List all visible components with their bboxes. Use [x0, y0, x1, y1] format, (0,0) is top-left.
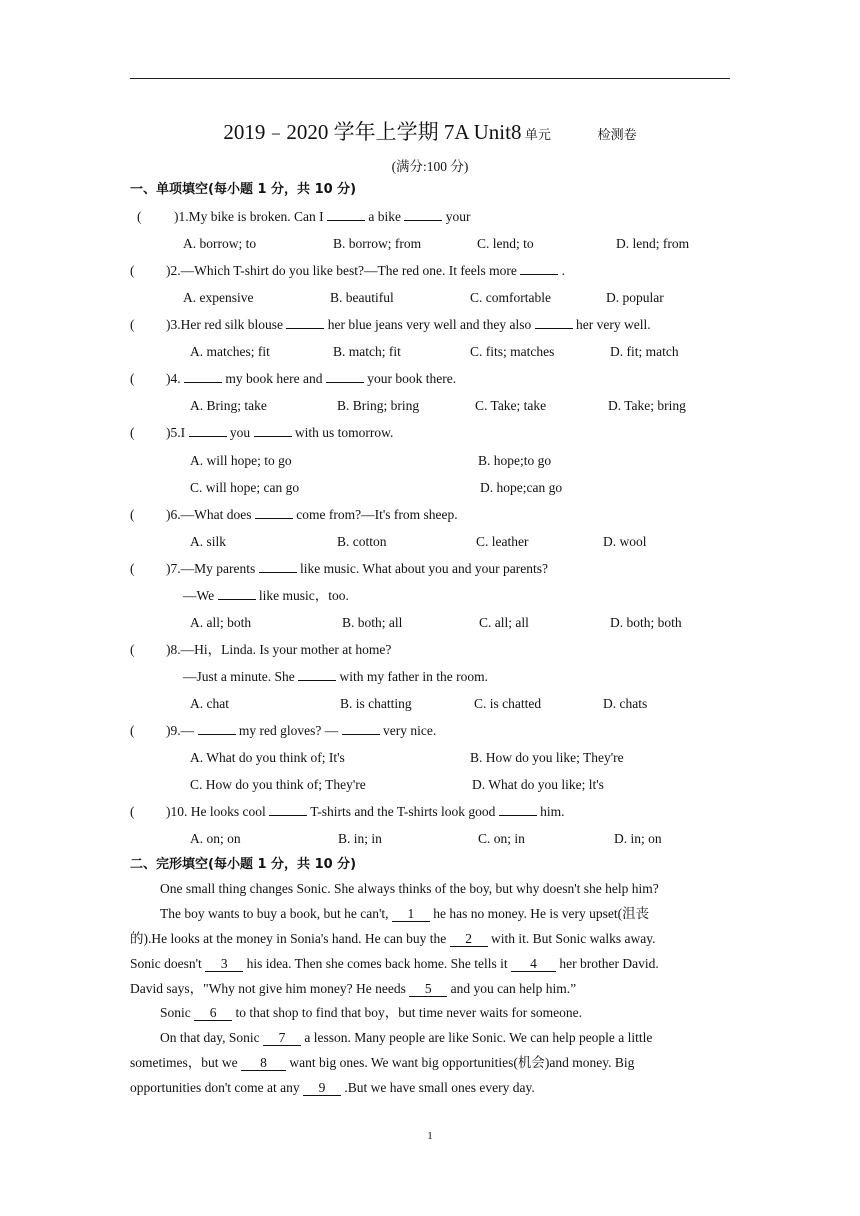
text-segment: come from?—It's from sheep. — [292, 507, 458, 522]
question-7 — [166, 560, 548, 578]
q1-option-c: C. lend; to — [477, 236, 534, 251]
text-segment: with my father in the room. — [336, 669, 488, 684]
cloze-line-5 — [130, 980, 576, 998]
question-5 — [166, 424, 393, 442]
q7-option-a: A. all; both — [190, 615, 252, 630]
q5-option-a: A. will hope; to go — [190, 453, 292, 468]
q6-paren-open: ( — [130, 507, 135, 522]
text-segment: Sonic doesn't — [130, 956, 206, 971]
section1-heading: 一、单项填空(每小题 1 分，共 10 分) — [130, 182, 357, 197]
text-segment: ) — [166, 642, 171, 657]
question-1 — [174, 208, 470, 226]
q1-option-b: B. borrow; from — [333, 236, 422, 251]
text-segment: 4. — [170, 371, 184, 386]
cloze-blank-8: 8 — [241, 1056, 286, 1071]
blank — [255, 518, 293, 519]
q1-option-d: D. lend; from — [616, 236, 690, 251]
blank — [499, 815, 537, 816]
blank — [286, 328, 324, 329]
q4-paren-open: ( — [130, 371, 135, 386]
question-8 — [166, 641, 391, 659]
text-segment: On that day, Sonic — [160, 1030, 263, 1045]
text-segment: with it. But Sonic walks away. — [487, 931, 656, 946]
text-segment: 10. He looks cool — [170, 804, 270, 819]
page-title — [0, 116, 860, 146]
q2-option-c: C. comfortable — [470, 290, 551, 305]
text-segment: ) — [166, 371, 171, 386]
q8-option-b: B. is chatting — [340, 696, 412, 711]
text-segment: ) — [166, 425, 171, 440]
q8-option-c: C. is chatted — [474, 696, 542, 711]
text-segment: 5.I — [170, 425, 189, 440]
cloze-blank-7: 7 — [263, 1031, 301, 1046]
q4-option-d: D. Take; bring — [608, 398, 686, 413]
q4-option-b: B. Bring; bring — [337, 398, 420, 413]
q7-paren-open: ( — [130, 561, 135, 576]
question-10 — [166, 803, 565, 821]
q5-option-b: B. hope;to go — [478, 453, 552, 468]
q10-option-d: D. in; on — [614, 831, 662, 846]
question-6 — [166, 506, 458, 524]
cloze-line-3 — [130, 930, 656, 948]
blank — [404, 220, 442, 221]
paren-close: ) — [174, 209, 179, 224]
cloze-line-7 — [160, 1029, 652, 1047]
text-segment: 9.— — [170, 723, 198, 738]
page-subtitle: (满分:100 分) — [391, 159, 469, 174]
text-segment: ) — [166, 723, 171, 738]
text-segment: ) — [166, 263, 171, 278]
q10-option-c: C. on; in — [478, 831, 525, 846]
cloze-blank-4: 4 — [511, 957, 556, 972]
blank — [342, 734, 380, 735]
q7-option-c: C. all; all — [479, 615, 529, 630]
text-segment: want big ones. We want big opportunities(机会)and money. Big — [286, 1055, 635, 1070]
q8-option-a: A. chat — [190, 696, 229, 711]
text-segment: a lesson. Many people are like Sonic. We can help people a little — [300, 1030, 653, 1045]
page-number: 1 — [427, 1130, 433, 1142]
text-segment: his idea. Then she comes back home. She tells it — [243, 956, 512, 971]
cloze-line-6 — [160, 1004, 582, 1022]
text-segment: her blue jeans very well and they also — [324, 317, 535, 332]
q10-paren-open: ( — [130, 804, 135, 819]
title-unit: 单元 — [524, 127, 551, 142]
text-segment: your book there. — [363, 371, 457, 386]
text-segment: 1.My bike is broken. Can I — [178, 209, 327, 224]
cloze-paragraph-1: One small thing changes Sonic. She always thinks of the boy, but why doesn't she help him? — [160, 881, 659, 896]
text-segment: like music. What about you and your parents? — [296, 561, 548, 576]
q2-paren-open: ( — [130, 263, 135, 278]
q2-option-d: D. popular — [606, 290, 664, 305]
text-segment: her very well. — [572, 317, 651, 332]
q3-option-d: D. fit; match — [610, 344, 679, 359]
blank — [535, 328, 573, 329]
q9-option-c: C. How do you think of; They're — [190, 777, 366, 792]
q9-option-d: D. What do you like; lt's — [472, 777, 604, 792]
text-segment: 7.—My parents — [170, 561, 259, 576]
q3-option-a: A. matches; fit — [190, 344, 270, 359]
q2-option-a: A. expensive — [183, 290, 254, 305]
text-segment: very nice. — [379, 723, 437, 738]
q5-paren-open: ( — [130, 425, 135, 440]
text-segment: your — [442, 209, 471, 224]
text-segment: ) — [166, 507, 171, 522]
q6-option-c: C. leather — [476, 534, 529, 549]
text-segment: 6.—What does — [170, 507, 255, 522]
text-segment: he has no money. He is very upset(沮丧 — [429, 906, 650, 921]
cloze-blank-9: 9 — [303, 1081, 341, 1096]
q1-paren-open: ( — [137, 209, 142, 224]
q6-option-d: D. wool — [603, 534, 647, 549]
q4-option-c: C. Take; take — [475, 398, 547, 413]
text-segment: David says，"Why not give him money? He needs — [130, 981, 410, 996]
blank — [298, 680, 336, 681]
text-segment: to that shop to find that boy，but time never waits for someone. — [232, 1005, 582, 1020]
blank — [269, 815, 307, 816]
cloze-line-2 — [160, 905, 649, 923]
cloze-line-8 — [130, 1054, 634, 1072]
text-segment: ) — [166, 804, 171, 819]
blank — [259, 572, 297, 573]
text-segment: T-shirts and the T-shirts look good — [307, 804, 499, 819]
text-segment: with us tomorrow. — [291, 425, 394, 440]
cloze-blank-5: 5 — [409, 982, 447, 997]
text-segment: .But we have small ones every day. — [341, 1080, 535, 1095]
q9-option-b: B. How do you like; They're — [470, 750, 624, 765]
header-rule — [130, 78, 730, 79]
cloze-line-9 — [130, 1079, 535, 1097]
question-7-line2 — [183, 587, 349, 605]
q6-option-a: A. silk — [190, 534, 227, 549]
text-segment: Sonic — [160, 1005, 195, 1020]
blank — [326, 382, 364, 383]
q7-option-d: D. both; both — [610, 615, 682, 630]
q8-option-d: D. chats — [603, 696, 648, 711]
text-segment: —We — [183, 588, 218, 603]
blank — [520, 274, 558, 275]
text-segment: my book here and — [222, 371, 326, 386]
q5-option-c: C. will hope; can go — [190, 480, 300, 495]
text-segment: and you can help him.” — [447, 981, 577, 996]
blank — [198, 734, 236, 735]
cloze-blank-6: 6 — [194, 1006, 232, 1021]
question-2 — [166, 262, 565, 280]
q3-paren-open: ( — [130, 317, 135, 332]
q2-option-b: B. beautiful — [330, 290, 394, 305]
q9-option-a: A. What do you think of; It's — [190, 750, 345, 765]
blank — [218, 599, 256, 600]
blank — [184, 382, 222, 383]
title-test: 检测卷 — [597, 127, 637, 142]
text-segment: ) — [166, 561, 171, 576]
cloze-line-4 — [130, 955, 659, 973]
blank — [189, 436, 227, 437]
q10-option-b: B. in; in — [338, 831, 382, 846]
text-segment: my red gloves? — — [235, 723, 342, 738]
text-segment: —Just a minute. She — [183, 669, 299, 684]
text-segment: ) — [166, 317, 171, 332]
text-segment: him. — [536, 804, 565, 819]
question-8-line2 — [183, 668, 488, 686]
q7-option-b: B. both; all — [342, 615, 403, 630]
question-4 — [166, 370, 456, 388]
text-segment: her brother David. — [556, 956, 659, 971]
text-segment: opportunities don't come at any — [130, 1080, 304, 1095]
text-segment: you — [226, 425, 254, 440]
text-segment: 的).He looks at the money in Sonia's hand. He can buy the — [130, 931, 450, 946]
cloze-blank-3: 3 — [205, 957, 243, 972]
section2-heading: 二、完形填空(每小题 1 分，共 10 分) — [130, 857, 357, 872]
text-segment: 2.—Which T-shirt do you like best?—The red one. It feels more — [170, 263, 521, 278]
question-3 — [166, 316, 651, 334]
blank — [254, 436, 292, 437]
q8-paren-open: ( — [130, 642, 135, 657]
text-segment: a bike — [364, 209, 405, 224]
text-segment: The boy wants to buy a book, but he can't, — [160, 906, 392, 921]
q4-option-a: A. Bring; take — [190, 398, 267, 413]
text-segment: 8.—Hi，Linda. Is your mother at home? — [170, 642, 392, 657]
text-segment: . — [558, 263, 566, 278]
title-main: 2019﹣2020 学年上学期 7A Unit8 — [223, 120, 522, 144]
q1-option-a: A. borrow; to — [183, 236, 257, 251]
text-segment: 3.Her red silk blouse — [170, 317, 287, 332]
text-segment: sometimes，but we — [130, 1055, 241, 1070]
blank — [327, 220, 365, 221]
question-9 — [166, 722, 436, 740]
text-segment: like music，too. — [255, 588, 349, 603]
cloze-blank-2: 2 — [450, 932, 488, 947]
cloze-blank-1: 1 — [392, 907, 430, 922]
q3-option-b: B. match; fit — [333, 344, 401, 359]
q5-option-d: D. hope;can go — [480, 480, 563, 495]
q3-option-c: C. fits; matches — [470, 344, 555, 359]
q10-option-a: A. on; on — [190, 831, 241, 846]
q6-option-b: B. cotton — [337, 534, 387, 549]
q9-paren-open: ( — [130, 723, 135, 738]
